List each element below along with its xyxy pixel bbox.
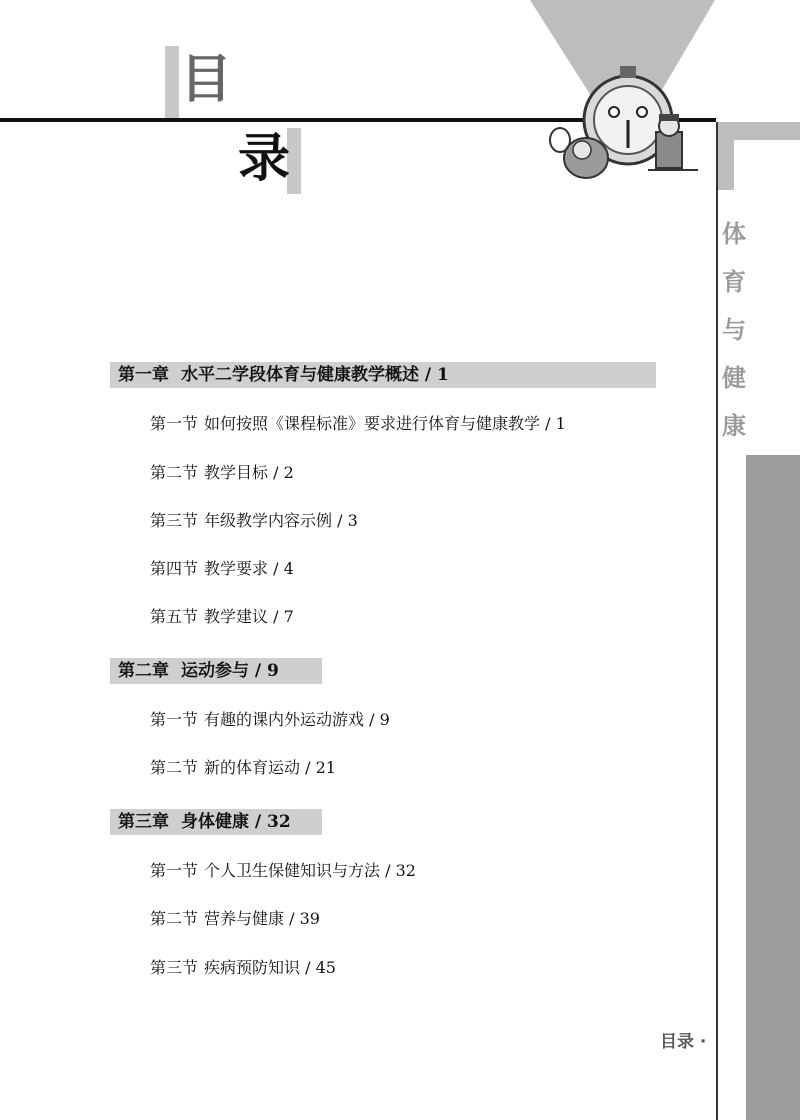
section-title: 新的体育运动 / 21 [204, 758, 336, 777]
chapter-heading-3[interactable] [110, 809, 322, 835]
chapter-heading-2[interactable] [110, 658, 322, 684]
side-divider-line [716, 122, 718, 1120]
section-label: 第二节 [150, 463, 199, 482]
side-bracket-left [716, 122, 734, 190]
section-label: 第一节 [150, 710, 199, 729]
page-number: 1 [730, 1032, 742, 1052]
section-title: 个人卫生保健知识与方法 / 32 [204, 861, 416, 880]
page-title-char-2: 录 [238, 128, 291, 189]
chapter-title: 水平二学段体育与健康教学概述 / 1 [181, 365, 449, 385]
chapter-label: 第一章 [118, 365, 169, 385]
toc-section[interactable] [150, 860, 416, 882]
toc-section[interactable] [150, 757, 336, 779]
chapter-title: 身体健康 / 32 [181, 812, 291, 832]
section-title: 营养与健康 / 39 [204, 909, 320, 928]
section-label: 第三节 [150, 958, 199, 977]
toc-section[interactable] [150, 510, 358, 532]
toc-section[interactable] [150, 606, 294, 628]
chapter-title: 运动参与 / 9 [181, 661, 279, 681]
stopwatch-mascot-illustration [548, 60, 708, 185]
chapter-label: 第二章 [118, 661, 169, 681]
toc-section[interactable] [150, 709, 390, 731]
side-vertical-title: 体育与健康 [722, 219, 746, 440]
section-title: 教学目标 / 2 [204, 463, 294, 482]
section-label: 第一节 [150, 414, 199, 433]
side-bracket-gap [734, 140, 800, 190]
chapter-heading-1[interactable] [110, 362, 656, 388]
section-title: 如何按照《课程标准》要求进行体育与健康教学 / 1 [204, 414, 566, 433]
title-accent-bar [165, 46, 179, 118]
toc-section[interactable] [150, 908, 320, 930]
section-title: 疾病预防知识 / 45 [204, 958, 336, 977]
section-title: 教学要求 / 4 [204, 559, 294, 578]
footer-label: 目录 · [660, 1032, 707, 1052]
section-title: 年级教学内容示例 / 3 [204, 511, 358, 530]
side-gray-band [746, 455, 800, 1120]
section-label: 第三节 [150, 511, 199, 530]
chapter-label: 第三章 [118, 812, 169, 832]
section-label: 第二节 [150, 758, 199, 777]
toc-section[interactable] [150, 462, 294, 484]
section-label: 第四节 [150, 559, 199, 578]
toc-section[interactable] [150, 558, 294, 580]
section-label: 第五节 [150, 607, 199, 626]
toc-section[interactable] [150, 413, 566, 435]
section-label: 第二节 [150, 909, 199, 928]
toc-section[interactable] [150, 957, 336, 979]
section-title: 有趣的课内外运动游戏 / 9 [204, 710, 390, 729]
section-label: 第一节 [150, 861, 199, 880]
section-title: 教学建议 / 7 [204, 607, 294, 626]
page-title-char-1: 目 [180, 49, 233, 110]
